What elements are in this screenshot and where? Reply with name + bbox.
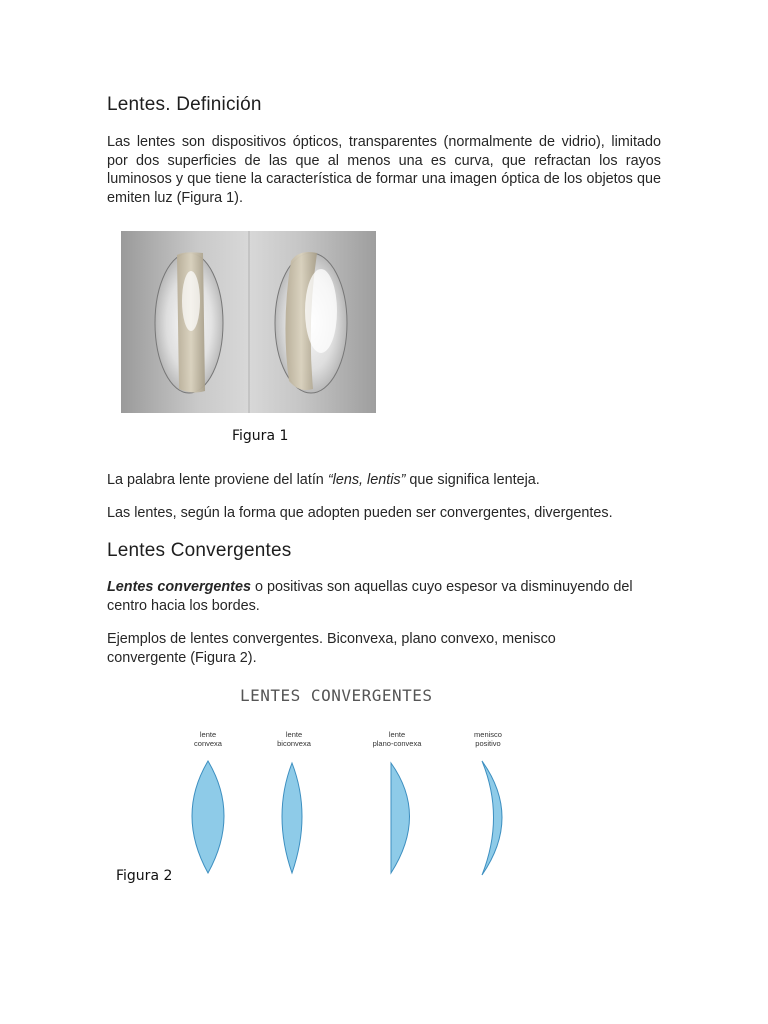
converging-definition-text: o positivas son aquellas cuyo espesor va disminuyendo del centro hacia los bordes. bbox=[107, 579, 633, 614]
biconvex-lens-shape bbox=[282, 763, 302, 873]
etymology-latin-term: “lens, lentis” bbox=[327, 472, 406, 488]
converging-term: Lentes convergentes bbox=[107, 579, 251, 595]
etymology-paragraph bbox=[107, 471, 661, 490]
examples-paragraph: Ejemplos de lentes convergentes. Biconvexa, plano convexo, menisco convergente (Figura 2). bbox=[107, 631, 556, 666]
figure1-caption: Figura 1 bbox=[232, 428, 289, 444]
figure2-caption: Figura 2 bbox=[116, 868, 173, 884]
figure1-photo bbox=[121, 231, 376, 413]
lens-label-menisco-positivo: menisco positivo bbox=[474, 730, 502, 748]
definition-paragraph: Las lentes son dispositivos ópticos, transparentes (normalmente de vidrio), limitado por dos superficies de las que al menos una es curva, que refractan los rayos luminosos y que tiene la característica de formar una imagen óptica de los objetos que emiten luz (Figura 1). bbox=[107, 134, 661, 206]
convex-lens-shape bbox=[192, 761, 224, 873]
figure2-title: LENTES CONVERGENTES bbox=[240, 686, 433, 705]
heading-definicion: Lentes. Definición bbox=[107, 94, 262, 115]
positive-meniscus-lens-shape bbox=[482, 761, 502, 875]
figure2-lens-diagram bbox=[160, 755, 520, 880]
lens-label-biconvexa: lente biconvexa bbox=[277, 730, 311, 748]
converging-definition-paragraph bbox=[107, 578, 667, 615]
heading-convergentes: Lentes Convergentes bbox=[107, 540, 292, 561]
lens-label-convexa: lente convexa bbox=[194, 730, 222, 748]
etymology-text-after: que significa lenteja. bbox=[405, 472, 540, 488]
lens-label-plano-convexa: lente plano-convexa bbox=[372, 730, 422, 748]
plano-convex-lens-shape bbox=[391, 763, 410, 873]
etymology-text-before: La palabra lente proviene del latín bbox=[107, 472, 328, 488]
types-paragraph: Las lentes, según la forma que adopten pueden ser convergentes, divergentes. bbox=[107, 505, 613, 521]
